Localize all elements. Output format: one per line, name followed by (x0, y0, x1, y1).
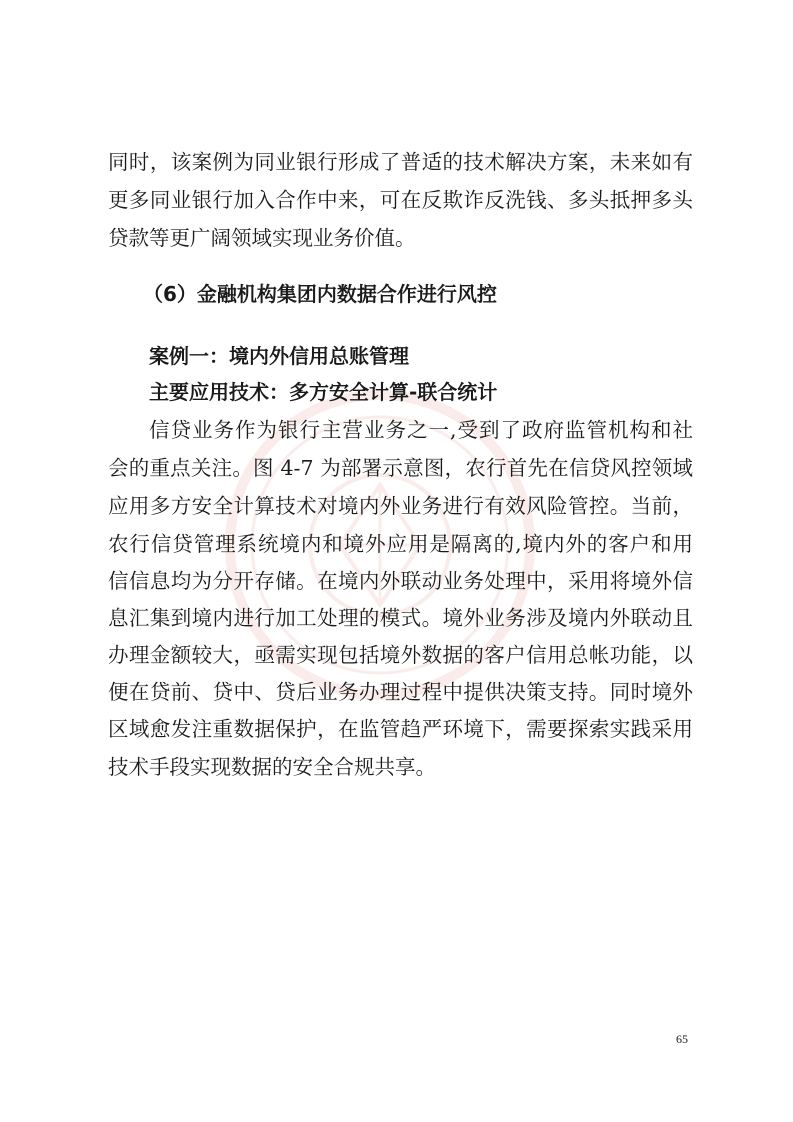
paragraph-2-line-7: 办理金额较大，亟需实现包括境外数据的客户信用总帐功能，以 (108, 643, 693, 667)
paragraph-2-line-6: 息汇集到境内进行加工处理的模式。境外业务涉及境内外联动且 (108, 606, 693, 630)
paragraph-1-line-3: 贷款等更广阔领域实现业务价值。 (108, 226, 416, 250)
paragraph-2-line-8: 便在贷前、贷中、贷后业务办理过程中提供决策支持。同时境外 (108, 680, 693, 704)
case-title: 案例一：境内外信用总账管理 (149, 344, 409, 368)
paragraph-2-line-2: 会的重点关注。图 4-7 为部署示意图，农行首先在信贷风控领域 (108, 456, 693, 480)
paragraph-2-line-5: 信信息均为分开存储。在境内外联动业务处理中，采用将境外信 (108, 569, 693, 593)
paragraph-2-line-3: 应用多方安全计算技术对境内外业务进行有效风险管控。当前， (108, 494, 693, 518)
page-number: 65 (676, 1032, 688, 1046)
section-heading: （6）金融机构集团内数据合作进行风控 (143, 282, 497, 306)
paragraph-2-line-9: 区域愈发注重数据保护，在监管趋严环境下，需要探索实践采用 (108, 717, 693, 741)
paragraph-2-line-1: 信贷业务作为银行主营业务之一,受到了政府监管机构和社 (149, 418, 693, 442)
tech-title: 主要应用技术：多方安全计算-联合统计 (149, 380, 498, 404)
paragraph-1-line-2: 更多同业银行加入合作中来，可在反欺诈反洗钱、多头抵押多头 (108, 188, 693, 212)
paragraph-2-line-10: 技术手段实现数据的安全合规共享。 (108, 755, 436, 779)
paragraph-1-line-1: 同时，该案例为同业银行形成了普适的技术解决方案，未来如有 (108, 150, 693, 174)
paragraph-2-line-4: 农行信贷管理系统境内和境外应用是隔离的,境内外的客户和用 (108, 532, 693, 556)
